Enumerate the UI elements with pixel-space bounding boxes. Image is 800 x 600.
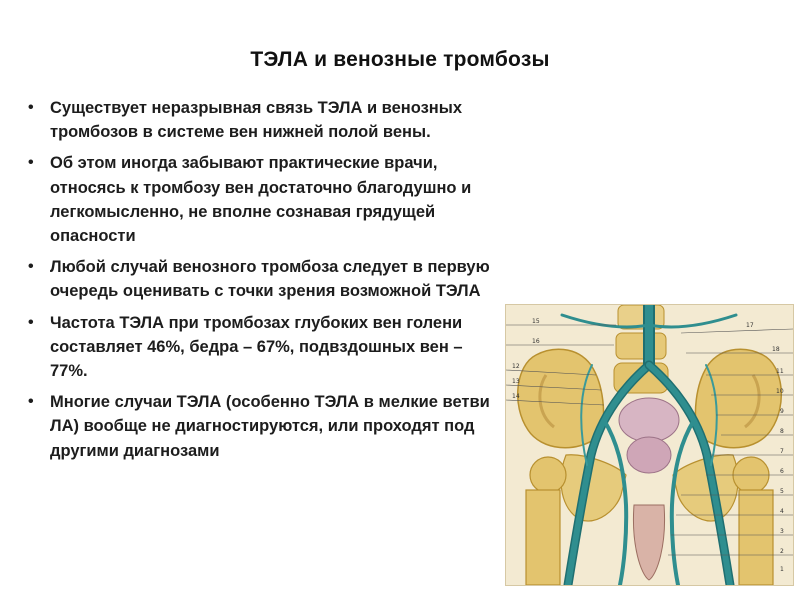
figure-label: 14 [512,393,520,400]
pelvic-veins-drawing [506,305,793,585]
figure-label: 12 [512,363,520,370]
bullet-text: Об этом иногда забывают практические врачи, относясь к тромбозу вен достаточно благодушно и легкомысленно, не вполне сознавая грядущей опасности [50,154,472,246]
bullet-list [28,96,498,470]
figure-label: 13 [512,378,520,385]
figure-label: 7 [780,448,784,455]
figure-label: 8 [780,428,784,435]
figure-label: 2 [780,548,784,555]
bullet-glyph: • [28,393,34,411]
bullet-item [28,311,498,384]
figure-label: 17 [746,322,754,329]
figure-label: 15 [532,318,540,325]
slide-title: ТЭЛА и венозные тромбозы [250,48,550,71]
figure-label: 5 [780,488,784,495]
figure-label: 16 [532,338,540,345]
figure-label: 11 [776,368,784,375]
figure-label: 1 [780,566,784,573]
figure-label: 6 [780,468,784,475]
bullet-glyph: • [28,313,34,331]
bullet-item [28,96,498,144]
anatomy-illustration [505,304,794,586]
bullet-item [28,390,498,463]
bullet-glyph: • [28,258,34,276]
bullet-glyph: • [28,154,34,172]
figure-label: 3 [780,528,784,535]
bullet-glyph: • [28,99,34,116]
bullet-text: Любой случай венозного тромбоза следует в первую очередь оценивать с точки зрения возможной ТЭЛА [50,258,490,301]
bullet-item [28,151,498,248]
figure-label: 10 [776,388,784,395]
figure-label: 9 [780,408,784,415]
bullet-text: Частота ТЭЛА при тромбозах глубоких вен голени составляет 46%, бедра – 67%, подвздошных вен – 77%. [50,313,463,381]
figure-label: 18 [772,346,780,353]
bullet-text: Многие случаи ТЭЛА (особенно ТЭЛА в мелкие ветви ЛА) вообще не диагностируются, или проходят под другими диагнозами [50,393,490,460]
figure-label: 4 [780,508,784,515]
bullet-text: Существует неразрывная связь ТЭЛА и венозных тромбозов в системе вен нижней полой вены. [50,99,463,142]
bullet-item [28,255,498,303]
